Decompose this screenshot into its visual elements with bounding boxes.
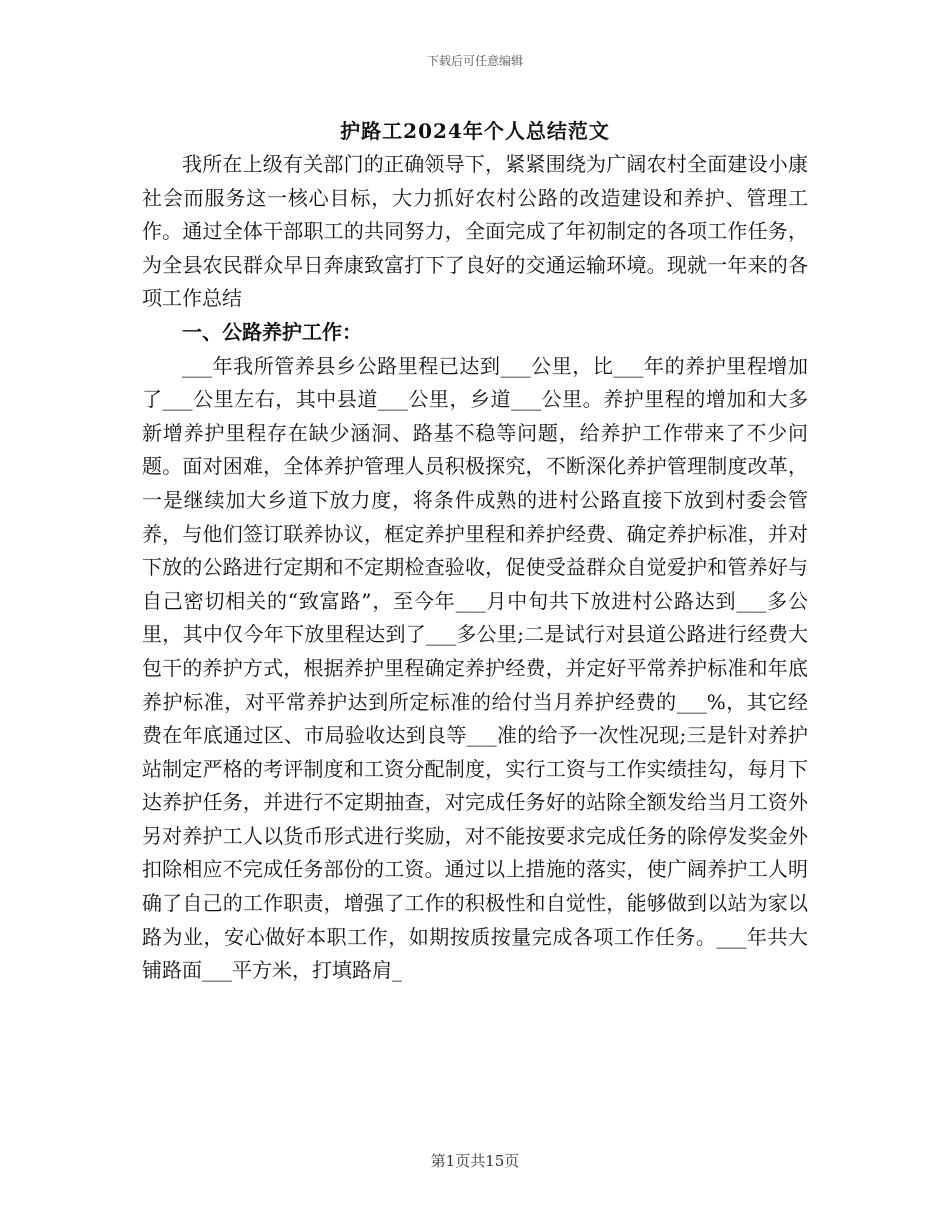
- section-paragraph: ___年我所管养县乡公路里程已达到___公里，比___年的养护里程增加了___公里左右，其中县道___公里，乡道___公里。养护里程的增加和大多新增养护里程存在缺少涵洞、路基不稳等问题，给养护工作带来了不少问题。面对困难，全体养护管理人员积极探究，不断深化养护管理制度改革，一是继续加大乡道下放力度，将条件成熟的进村公路直接下放到村委会管养，与他们签订联养协议，框定养护里程和养护经费、确定养护标准，并对下放的公路进行定期和不定期检查验收，促使受益群众自觉爱护和管养好与自己密切相关的“致富路”，至今年___月中旬共下放进村公路达到___多公里，其中仅今年下放里程达到了___多公里;二是试行对县道公路进行经费大包干的养护方式，根据养护里程确定养护经费，并定好平常养护标准和年底养护标准，对平常养护达到所定标准的给付当月养护经费的___%，其它经费在年底通过区、市局验收达到良等___准的给予一次性况现;三是针对养护站制定严格的考评制度和工资分配制度，实行工资与工作实绩挂勾，每月下达养护任务，并进行不定期抽查，对完成任务好的站除全额发给当月工资外另对养护工人以货币形式进行奖励，对不能按要求完成任务的除停发奖金外扣除相应不完成任务部份的工资。通过以上措施的落实，使广阔养护工人明确了自己的工作职责，增强了工作的积极性和自觉性，能够做到以站为家以路为业，安心做好本职工作，如期按质按量完成各项工作任务。___年共大铺路面___平方米，打填路肩_: [142, 353, 808, 983]
- section-heading: 一、公路养护工作：: [182, 319, 362, 344]
- page-footer-indicator: 第1页共15页: [430, 1152, 520, 1170]
- document-body: [142, 148, 808, 988]
- intro-paragraph: 我所在上级有关部门的正确领导下，紧紧围绕为广阔农村全面建设小康社会而服务这一核心目标，大力抓好农村公路的改造建设和养护、管理工作。通过全体干部职工的共同努力，全面完成了年初制定的各项工作任务，为全县农民群众早日奔康致富打下了良好的交通运输环境。现就一年来的各项工作总结: [142, 152, 808, 311]
- document-title: 护路工2024年个人总结范文: [340, 119, 610, 143]
- page-header-note: 下载后可任意编辑: [426, 54, 523, 68]
